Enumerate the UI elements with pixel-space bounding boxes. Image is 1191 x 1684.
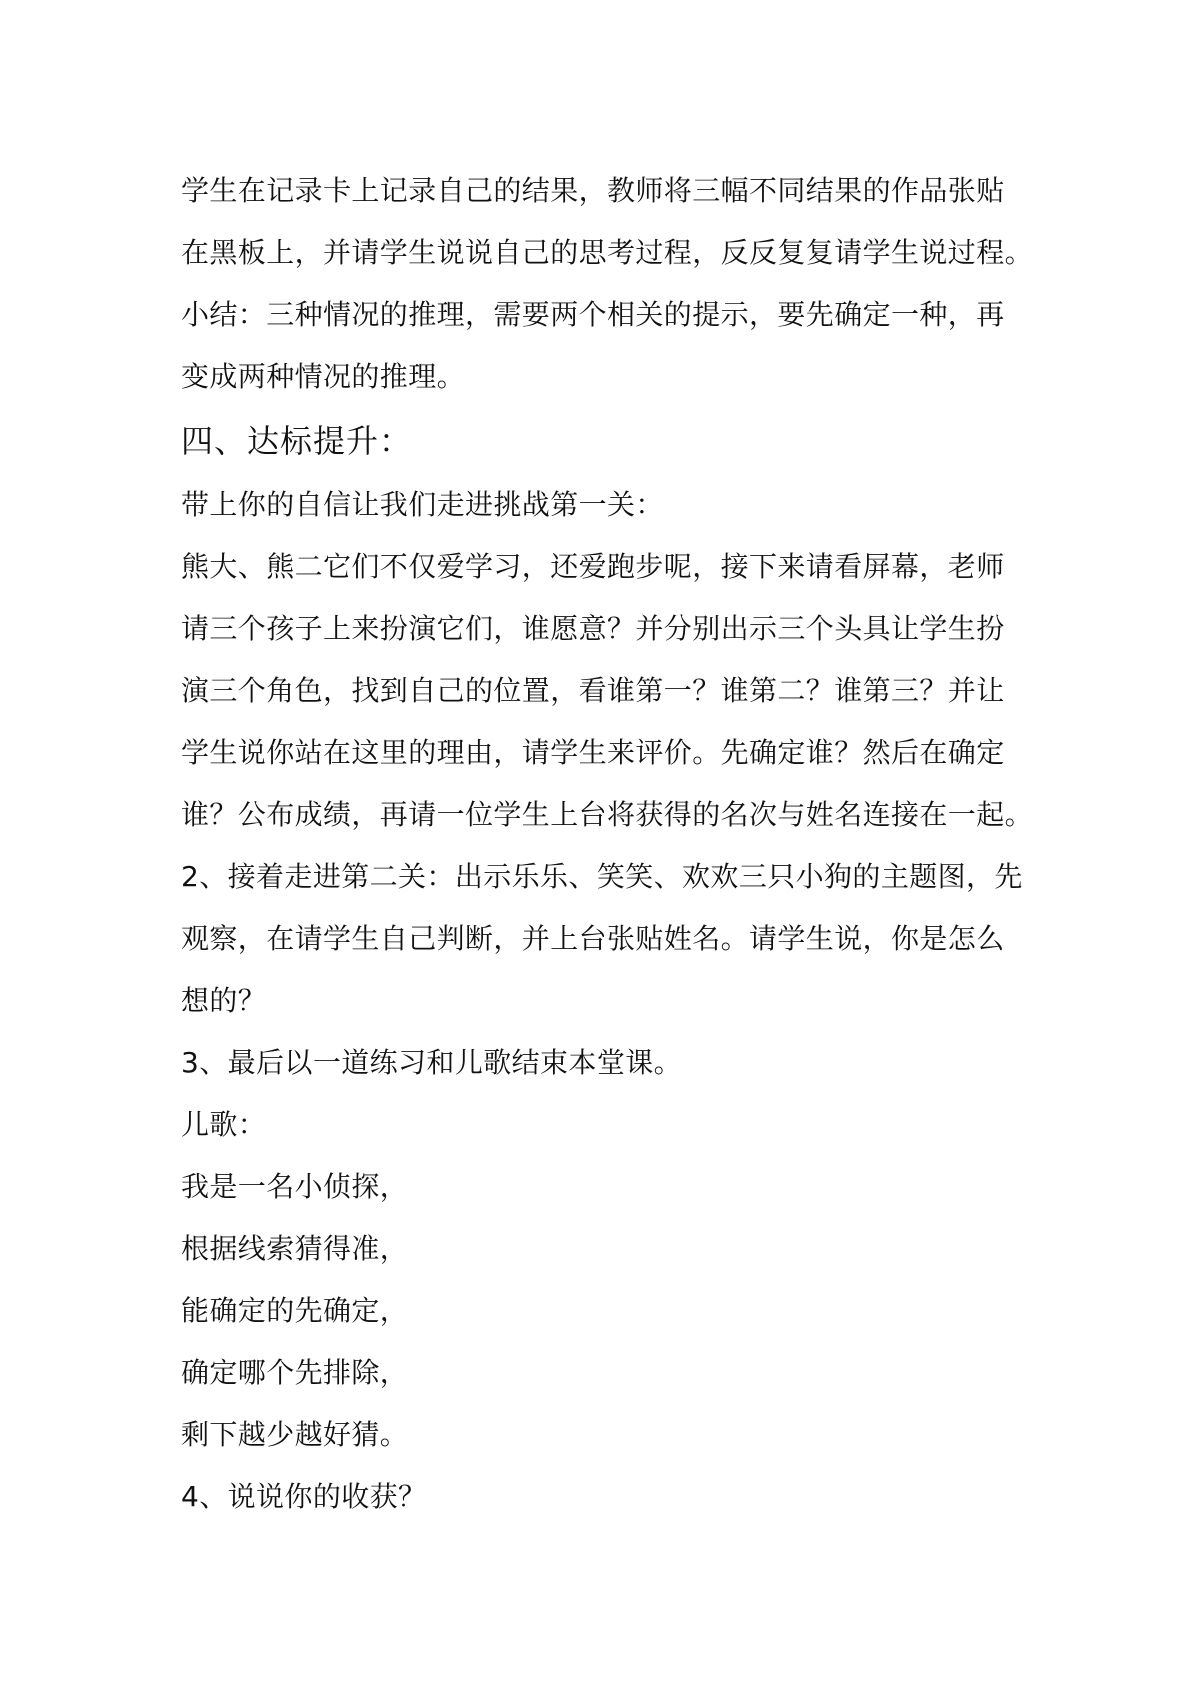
poem-line: 能确定的先确定，	[181, 1294, 409, 1327]
poem-line: 根据线索猜得准，	[181, 1232, 409, 1265]
body-line: 儿歌：	[181, 1108, 267, 1141]
paragraph-line: 在黑板上，并请学生说说自己的思考过程，反反复复请学生说过程。	[181, 236, 1034, 269]
poem-line: 确定哪个先排除，	[181, 1356, 409, 1389]
body-line: 4、说说你的收获？	[181, 1480, 427, 1513]
body-line: 请三个孩子上来扮演它们，谁愿意？并分别出示三个头具让学生扮	[181, 612, 1005, 645]
body-line: 熊大、熊二它们不仅爱学习，还爱跑步呢，接下来请看屏幕，老师	[181, 550, 1005, 583]
paragraph-line: 变成两种情况的推理。	[181, 360, 466, 393]
body-line: 想的？	[181, 984, 267, 1017]
document-body	[181, 160, 1041, 1528]
poem-line: 剩下越少越好猜。	[181, 1418, 409, 1451]
paragraph-line: 学生在记录卡上记录自己的结果，教师将三幅不同结果的作品张贴	[181, 174, 1005, 207]
body-line: 演三个角色，找到自己的位置，看谁第一？谁第二？谁第三？并让	[181, 674, 1005, 707]
body-line: 3、最后以一道练习和儿歌结束本堂课。	[181, 1046, 683, 1079]
poem-line: 我是一名小侦探，	[181, 1170, 409, 1203]
body-line: 带上你的自信让我们走进挑战第一关：	[181, 488, 664, 521]
body-line: 2、接着走进第二关：出示乐乐、笑笑、欢欢三只小狗的主题图，先	[181, 860, 1023, 893]
section-heading: 四、达标提升：	[181, 422, 413, 460]
body-line: 观察，在请学生自己判断，并上台张贴姓名。请学生说，你是怎么	[181, 922, 1005, 955]
body-line: 谁？公布成绩，再请一位学生上台将获得的名次与姓名连接在一起。	[181, 798, 1034, 831]
paragraph-line: 小结：三种情况的推理，需要两个相关的提示，要先确定一种，再	[181, 298, 1005, 331]
body-line: 学生说你站在这里的理由，请学生来评价。先确定谁？然后在确定	[181, 736, 1005, 769]
